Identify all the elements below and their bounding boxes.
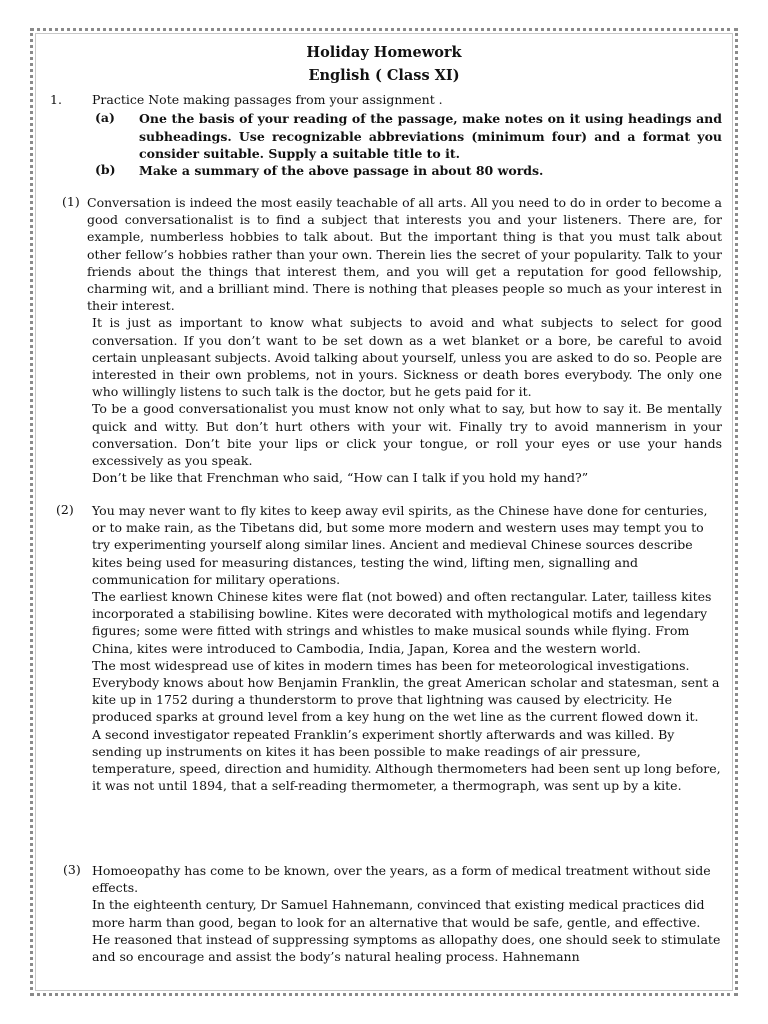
passage-1 [87, 194, 722, 486]
passage-3 [92, 862, 722, 965]
passage-1-paragraph: It is just as important to know what subjects to avoid and what subjects to select for good conversation. If you don’t want to be set down as a wet blanket or a bore, be careful to avoid certain unpleasant subjects. Avoid talking about yourself, unless you are asked to do so. People are interested in their own problems, not in yours. Sickness or death bores everybody. The only one who willingly listens to such talk is the doctor, but he gets paid for it. [92, 315, 722, 400]
passage-2 [92, 502, 722, 794]
page-subtitle: English ( Class XI) [308, 67, 460, 84]
sub-question-a-text: One the basis of your reading of the passage, make notes on it using headings and subheadings. Use recognizable abbreviations (minimum four) and a format you consider suitable. Supply a suitable title to it. [139, 111, 722, 161]
passage-1-paragraph: Conversation is indeed the most easily teachable of all arts. All you need to do in order to become a good conversationalist is to find a subject that interests you and your listeners. There are, for example, numberless hobbies to talk about. But the important thing is that you must talk about other fellow’s hobbies rather than your own. Therein lies the secret of your popularity. Talk to your friends about the things that interest them, and you will get a reputation for good fellowship, charming wit, and a brilliant mind. There is nothing that pleases people so much as your interest in their interest. [87, 195, 722, 314]
sub-question-a-label: (a) [95, 110, 115, 125]
sub-question-b-label: (b) [95, 162, 116, 177]
passage-3-number: (3) [63, 862, 81, 877]
passage-2-paragraph: The most widespread use of kites in modern times has been for meteorological investigations. Everybody knows about how Benjamin Franklin, the great American scholar and statesman, sent a kite up in 1752 during a thunderstorm to prove that lightning was caused by electricity. He produced sparks at ground level from a key hung on the wet line as the current flowed down it. [92, 657, 720, 725]
question-number: 1. [50, 92, 62, 107]
passage-2-paragraph: You may never want to fly kites to keep away evil spirits, as the Chinese have done for centuries, or to make rain, as the Tibetans did, but some more modern and western uses may tempt you to try experimenting yourself along similar lines. Ancient and medieval Chinese sources describe kites being used for measuring distances, testing the wind, lifting men, signalling and communication for military operations. [92, 503, 708, 587]
passage-2-number: (2) [56, 502, 74, 517]
passage-1-paragraph: Don’t be like that Frenchman who said, “How can I talk if you hold my hand?” [92, 470, 589, 486]
passage-1-number: (1) [62, 194, 80, 209]
passage-2-paragraph: The earliest known Chinese kites were flat (not bowed) and often rectangular. Later, tailless kites incorporated a stabilising bowline. Kites were decorated with mythological motifs and legendary figures; some were fitted with strings and whistles to make musical sounds while flying. From China, kites were introduced to Cambodia, India, Japan, Korea and the western world. [92, 589, 712, 656]
page-title: Holiday Homework [306, 44, 462, 61]
passage-1-paragraph: To be a good conversationalist you must know not only what to say, but how to say it. Be mentally quick and witty. But don’t hurt others with your wit. Finally try to avoid mannerism in your conversation. Don’t bite your lips or click your tongue, or roll your eyes or use your hands excessively as you speak. [92, 401, 722, 469]
sub-question-b-text: Make a summary of the above passage in about 80 words. [139, 163, 544, 178]
question-text: Practice Note making passages from your assignment . [92, 92, 443, 107]
passage-2-paragraph: A second investigator repeated Franklin’s experiment shortly afterwards and was killed. By sending up instruments on kites it has been possible to make readings of air pressure, temperature, speed, direction and humidity. Although thermometers had been sent up long before, it was not until 1894, that a self-reading thermometer, a thermograph, was sent up by a kite. [92, 726, 721, 794]
passage-3-paragraph: Homoeopathy has come to be known, over the years, as a form of medical treatment without side effects. [92, 863, 711, 896]
passage-3-paragraph: In the eighteenth century, Dr Samuel Hahnemann, convinced that existing medical practices did more harm than good, began to look for an alternative that would be safe, gentle, and effective. He reasoned that instead of suppressing symptoms as allopathy does, one should seek to stimulate and so encourage and assist the body’s natural healing process. Hahnemann [92, 897, 721, 965]
